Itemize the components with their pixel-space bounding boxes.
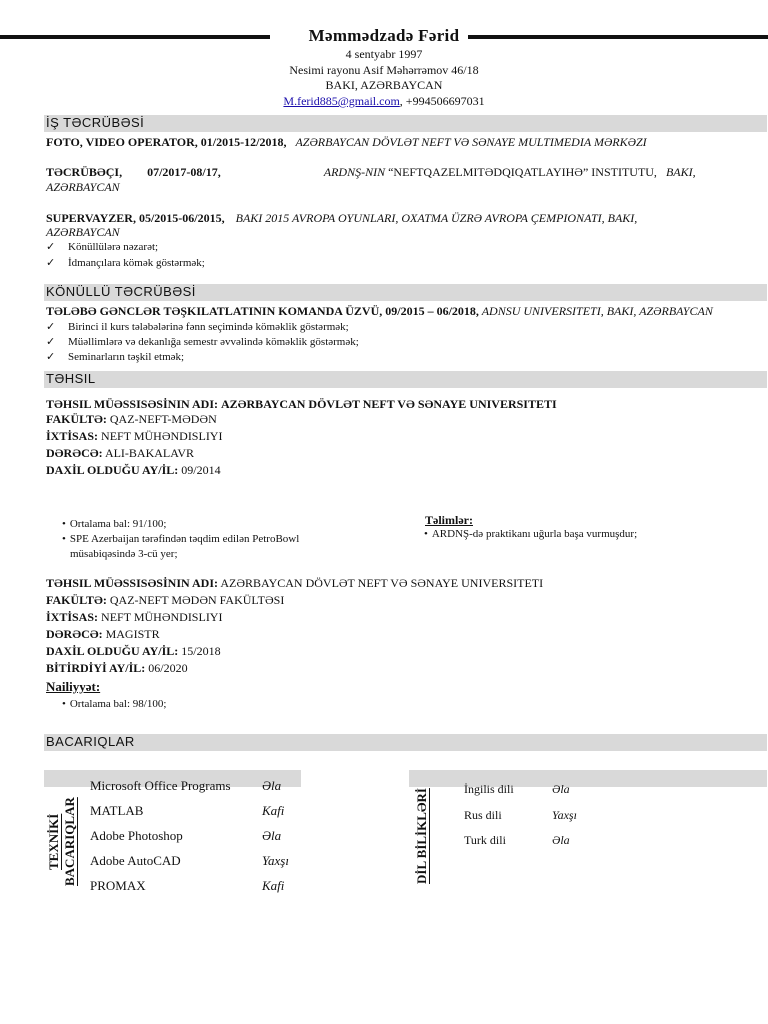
candidate-name: Məmmədzadə Fərid xyxy=(308,26,460,45)
volunteer-role: TƏLƏBƏ GƏNCLƏR TƏŞKILATLATININ KOMANDA ÜZVÜ, 09/2015 – 06/2018, ADNSU UNIVERSITETI, BAKI, AZƏRBAYCAN xyxy=(46,304,713,318)
edu-1-achievement: • Ortalama bal: 91/100; xyxy=(62,518,166,530)
language-name: Rus dili xyxy=(464,808,502,822)
section-title-education: TƏHSIL xyxy=(46,371,96,386)
job-2-country: AZƏRBAYCAN xyxy=(46,180,120,194)
edu-1-achievement: • SPE Azerbaijan tərəfindən təqdim edilən PetroBowl xyxy=(62,533,299,545)
volunteer-item: ✓ Birinci il kurs tələbələrinə fənn seçimində köməklik göstərmək; xyxy=(46,321,349,333)
edu-2-institution: TƏHSIL MÜƏSSISƏSİNIN ADI: AZƏRBAYCAN DÖVLƏT NEFT VƏ SƏNAYE UNIVERSITETI xyxy=(46,576,544,590)
language-name: İngilis dili xyxy=(464,782,514,796)
check-icon: ✓ xyxy=(46,257,56,269)
tech-skill-name: Microsoft Office Programs xyxy=(90,778,231,793)
trainings-title: Təlimlər: xyxy=(425,513,473,527)
tech-skill-level: Əla xyxy=(262,778,282,793)
language-level: Əla xyxy=(552,833,570,847)
section-bar-experience xyxy=(44,115,767,132)
tech-skill-name: PROMAX xyxy=(90,878,146,893)
email-link[interactable]: M.ferid885@gmail.com xyxy=(283,94,400,108)
contact-line xyxy=(0,94,768,109)
edu-2-specialty: İXTİSAS: NEFT MÜHƏNDISLIYI xyxy=(46,610,223,624)
section-bar-skills xyxy=(44,734,767,751)
tech-skill-level: Yaxşı xyxy=(262,853,289,868)
training-item: • ARDNŞ-də praktikanı uğurla başa vurmuşdur; xyxy=(424,528,637,540)
tech-skills-label: TEXNİKİ BACARIQLAR xyxy=(46,797,77,887)
job-2: TƏCRÜBƏÇI, 07/2017-08/17, ARDNŞ-NIN “NEFTQAZELMITƏDQIQATLAYIHƏ” INSTITUTU, BAKI, xyxy=(46,165,696,179)
check-icon: ✓ xyxy=(46,241,56,253)
tech-skill-level: Kafi xyxy=(262,803,285,818)
check-icon: ✓ xyxy=(46,336,56,348)
edu-1-start: DAXİL OLDUĞU AY/İL: 09/2014 xyxy=(46,463,221,477)
tech-skill-level: Kafi xyxy=(262,878,285,893)
edu-2-degree: DƏRƏCƏ: MAGISTR xyxy=(46,627,160,641)
section-title-experience: İŞ TƏCRÜBƏSİ xyxy=(46,115,145,130)
tech-skill-level: Əla xyxy=(262,828,282,843)
job-3-item: ✓ Könüllülərə nəzarət; xyxy=(46,241,159,253)
check-icon: ✓ xyxy=(46,351,56,363)
section-bar-education xyxy=(44,371,767,388)
language-name: Turk dili xyxy=(464,833,506,847)
volunteer-item: ✓ Müəllimlərə və dekanlığa semestr əvvəlində köməklik göstərmək; xyxy=(46,336,359,348)
job-3: SUPERVAYZER, 05/2015-06/2015, BAKI 2015 AVROPA OYUNLARI, OXATMA ÜZRƏ AVROPA ÇEMPIONATI, BAKI, xyxy=(46,211,638,225)
address: Nesimi rayonu Asif Məhərrəmov 46/18 xyxy=(289,63,479,77)
tech-skill-name: Adobe AutoCAD xyxy=(90,853,181,868)
edu-1-specialty: İXTİSAS: NEFT MÜHƏNDISLIYI xyxy=(46,429,223,443)
phone: , +994506697031 xyxy=(399,94,485,108)
city: BAKI, AZƏRBAYCAN xyxy=(325,78,443,92)
language-skills-label: DİL BİLİKLƏRİ xyxy=(414,788,429,884)
skills-table-bar-right xyxy=(409,770,767,787)
edu-2-achievement: • Ortalama bal: 98/100; xyxy=(62,698,166,710)
edu-1-institution: TƏHSIL MÜƏSSISƏSİNIN ADI: AZƏRBAYCAN DÖVLƏT NEFT VƏ SƏNAYE UNIVERSITETI xyxy=(46,397,557,411)
section-title-skills: BACARIQLAR xyxy=(46,734,135,749)
tech-skill-name: Adobe Photoshop xyxy=(90,828,183,843)
check-icon: ✓ xyxy=(46,321,56,333)
section-title-volunteer: KÖNÜLLÜ TƏCRÜBƏSİ xyxy=(46,284,196,299)
edu-2-faculty: FAKÜLTƏ: QAZ-NEFT MƏDƏN FAKÜLTƏSI xyxy=(46,593,285,607)
job-1: FOTO, VIDEO OPERATOR, 01/2015-12/2018, AZƏRBAYCAN DÖVLƏT NEFT VƏ SƏNAYE MULTIMEDIA MƏRKƏZI xyxy=(46,135,647,149)
edu-2-start: DAXİL OLDUĞU AY/İL: 15/2018 xyxy=(46,644,221,658)
job-3-item: ✓ İdmançılara kömək göstərmək; xyxy=(46,257,205,269)
language-level: Yaxşı xyxy=(552,808,577,822)
edu-1-achievement-cont: müsabiqəsində 3-cü yer; xyxy=(70,548,178,560)
language-level: Əla xyxy=(552,782,570,796)
edu-1-faculty: FAKÜLTƏ: QAZ-NEFT-MƏDƏN xyxy=(46,412,217,426)
job-3-country: AZƏRBAYCAN xyxy=(46,225,120,239)
edu-2-end: BİTİRDİYİ AY/İL: 06/2020 xyxy=(46,661,188,675)
tech-skill-name: MATLAB xyxy=(90,803,144,818)
volunteer-item: ✓ Seminarların təşkil etmək; xyxy=(46,351,185,363)
edu-1-degree: DƏRƏCƏ: ALI-BAKALAVR xyxy=(46,446,195,460)
birth-date: 4 sentyabr 1997 xyxy=(345,47,423,61)
achievement-title: Nailiyyət: xyxy=(46,679,101,694)
